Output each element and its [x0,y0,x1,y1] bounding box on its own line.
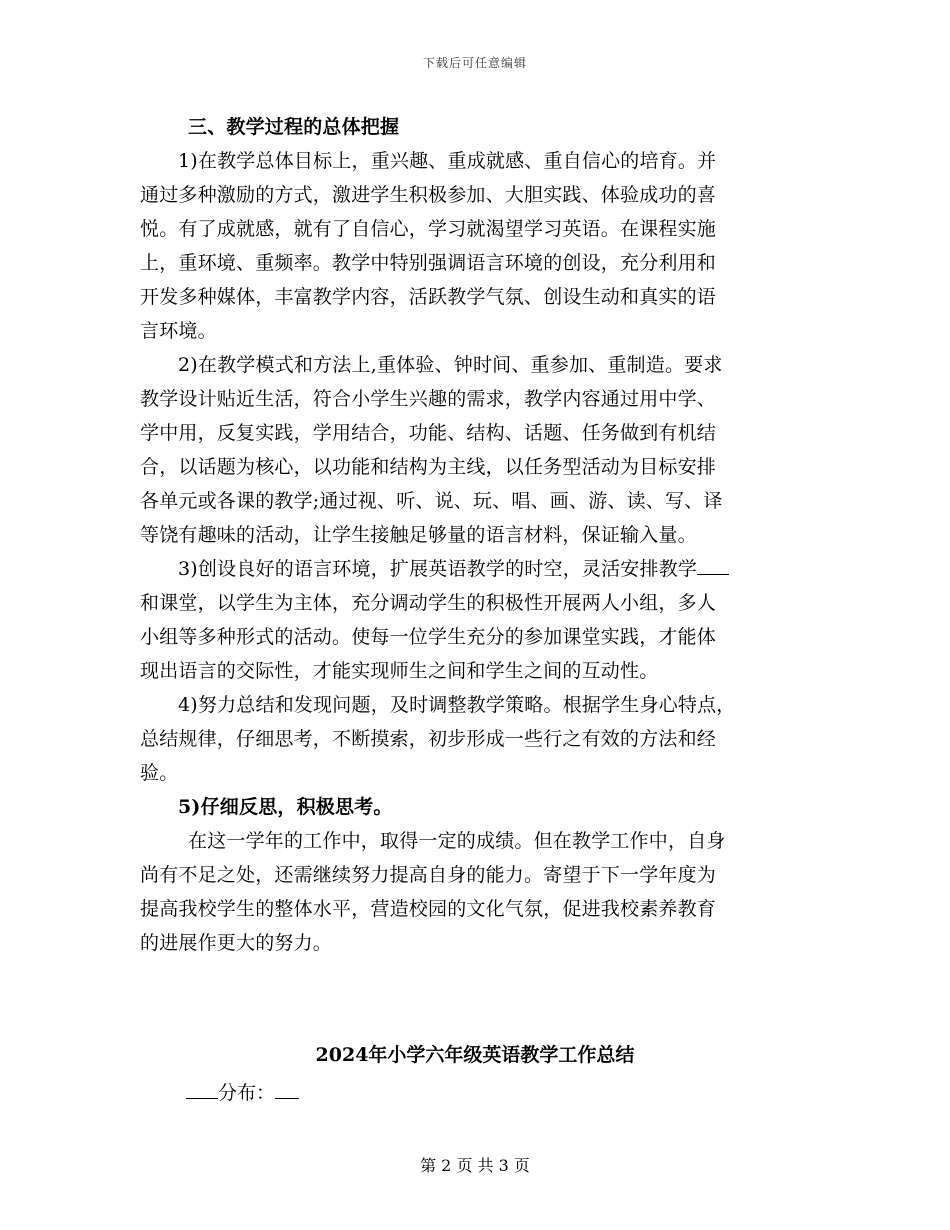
page-footer: 第 2 页 共 3 页 [420,1156,530,1175]
paragraph-line: 1)在教学总体目标上，重兴趣、重成就感、重自信心的培育。并 [178,150,717,172]
paragraph-line: 2)在教学模式和方法上,重体验、钟时间、重参加、重制造。要求 [178,354,723,376]
paragraph-line: 教学设计贴近生活，符合小学生兴趣的需求，教学内容通过用中学、 [140,388,717,410]
paragraph-line: 提高我校学生的整体水平，营造校园的文化气氛，促进我校素养教育 [140,898,717,920]
paragraph-line [140,552,808,586]
fill-blank [275,1078,299,1099]
paragraph-line: 合，以话题为核心，以功能和结构为主线，以任务型活动为目标安排 [140,456,717,478]
paragraph-line: 各单元或各课的教学;通过视、听、说、玩、唱、画、游、读、写、译 [140,490,723,512]
paragraph-line: 验。 [140,762,179,784]
subheading: 5)仔细反思，积极思考。 [178,796,393,818]
paragraph-line: 言环境。 [140,320,217,342]
fill-blank [186,1078,218,1099]
paragraph-line: 小组等多种形式的活动。使每一位学生充分的参加课堂实践，才能体 [140,626,717,648]
paragraph-line: 在这一学年的工作中，取得一定的成绩。但在教学工作中，自身 [188,830,726,852]
distribution-label: 分布： [218,1082,276,1104]
distribution-line [186,1076,299,1110]
paragraph-line: 尚有不足之处，还需继续努力提高自身的能力。寄望于下一学年度为 [140,864,717,886]
paragraph-line: 上，重环境、重频率。教学中特别强调语言环境的创设，充分利用和 [140,252,717,274]
document-body [140,110,808,960]
paragraph-text: 3)创设良好的语言环境，扩展英语教学的时空，灵活安排教学 [178,558,698,580]
paragraph-line: 现出语言的交际性，才能实现师生之间和学生之间的互动性。 [140,660,659,682]
page-header: 下载后可任意编辑 [422,56,527,70]
paragraph-line: 学中用，反复实践，学用结合，功能、结构、话题、任务做到有机结 [140,422,717,444]
paragraph-line: 开发多种媒体，丰富教学内容，活跃教学气氛、创设生动和真实的语 [140,286,717,308]
paragraph-line: 4)努力总结和发现问题，及时调整教学策略。根据学生身心特点， [178,694,736,716]
fill-blank [697,554,729,575]
paragraph-line: 悦。有了成就感，就有了自信心，学习就渴望学习英语。在课程实施 [140,218,717,240]
section-heading: 三、教学过程的总体把握 [188,116,400,138]
paragraph-line: 等饶有趣味的活动，让学生接触足够量的语言材料，保证输入量。 [140,524,697,546]
paragraph-line: 和课堂，以学生为主体，充分调动学生的积极性开展两人小组，多人 [140,592,717,614]
paragraph-line: 通过多种激励的方式，激进学生积极参加、大胆实践、体验成功的喜 [140,184,717,206]
paragraph-line: 的进展作更大的努力。 [140,932,333,954]
paragraph-line: 总结规律，仔细思考，不断摸索，初步形成一些行之有效的方法和经 [140,728,717,750]
document-title: 2024年小学六年级英语教学工作总结 [315,1044,635,1066]
